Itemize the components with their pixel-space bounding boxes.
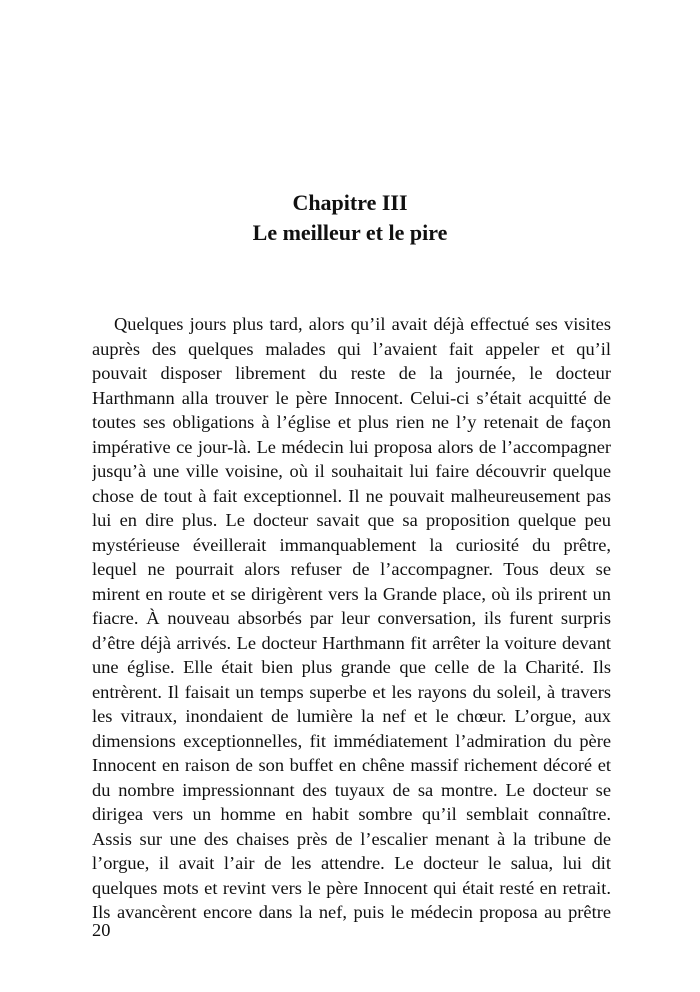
chapter-number: Chapitre III bbox=[292, 190, 408, 215]
text-line: quelques mots et revint vers le père Innocent qui était resté en retrait. bbox=[92, 877, 611, 898]
text-line: mystérieuse éveillerait immanquablement la curiosité du prêtre, bbox=[92, 534, 611, 555]
text-line: fiacre. À nouveau absorbés par leur conversation, ils furent surpris bbox=[92, 608, 611, 628]
text-line: jusqu’à une ville voisine, où il souhaitait lui faire découvrir quelque bbox=[92, 461, 611, 481]
text-line: Assis sur une des chaises près de l’escalier menant à la tribune de bbox=[92, 828, 611, 849]
text-line: impérative ce jour-là. Le médecin lui proposa alors de l’accompagner bbox=[92, 436, 611, 457]
chapter-heading bbox=[0, 188, 700, 248]
text-line: entrèrent. Il faisait un temps superbe et les rayons du soleil, à travers bbox=[92, 681, 611, 702]
text-line: Ils avancèrent encore dans la nef, puis le médecin proposa au prêtre bbox=[92, 902, 611, 922]
body-paragraph bbox=[92, 312, 611, 925]
text-line: Innocent en raison de son buffet en chêne massif richement décoré et bbox=[92, 755, 611, 775]
text-line: Harthmann alla trouver le père Innocent. Celui-ci s’était acquitté de bbox=[92, 387, 611, 408]
text-line: une église. Elle était bien plus grande que celle de la Charité. Ils bbox=[92, 657, 611, 677]
text-line: dirigea vers un homme en habit sombre qu’il semblait connaître. bbox=[92, 804, 611, 824]
text-line: pouvait disposer librement du reste de la journée, le docteur bbox=[92, 363, 611, 383]
text-line: l’orgue, il avait l’air de les attendre. Le docteur le salua, lui dit bbox=[92, 853, 611, 873]
text-line: mirent en route et se dirigèrent vers la Grande place, où ils prirent un bbox=[92, 583, 611, 604]
text-line: du nombre impressionnant des tuyaux de sa montre. Le docteur se bbox=[92, 779, 611, 800]
page-number: 20 bbox=[92, 920, 111, 940]
text-line: toutes ses obligations à l’église et plus rien ne l’y retenait de façon bbox=[92, 412, 611, 432]
text-line: Quelques jours plus tard, alors qu’il avait déjà effectué ses visites bbox=[114, 314, 611, 334]
text-line: lequel ne pourrait alors refuser de l’accompagner. Tous deux se bbox=[92, 559, 611, 579]
text-line: lui en dire plus. Le docteur savait que sa proposition quelque peu bbox=[92, 510, 611, 530]
text-line: auprès des quelques malades qui l’avaient fait appeler et qu’il bbox=[92, 338, 611, 359]
text-line: dimensions exceptionnelles, fit immédiatement l’admiration du père bbox=[92, 730, 611, 751]
text-line: les vitraux, inondaient de lumière la nef et le chœur. L’orgue, aux bbox=[92, 706, 611, 726]
text-line: d’être déjà arrivés. Le docteur Harthmann fit arrêter la voiture devant bbox=[92, 632, 611, 653]
text-line: chose de tout à fait exceptionnel. Il ne pouvait malheureusement pas bbox=[92, 485, 611, 506]
chapter-title: Le meilleur et le pire bbox=[252, 220, 448, 245]
